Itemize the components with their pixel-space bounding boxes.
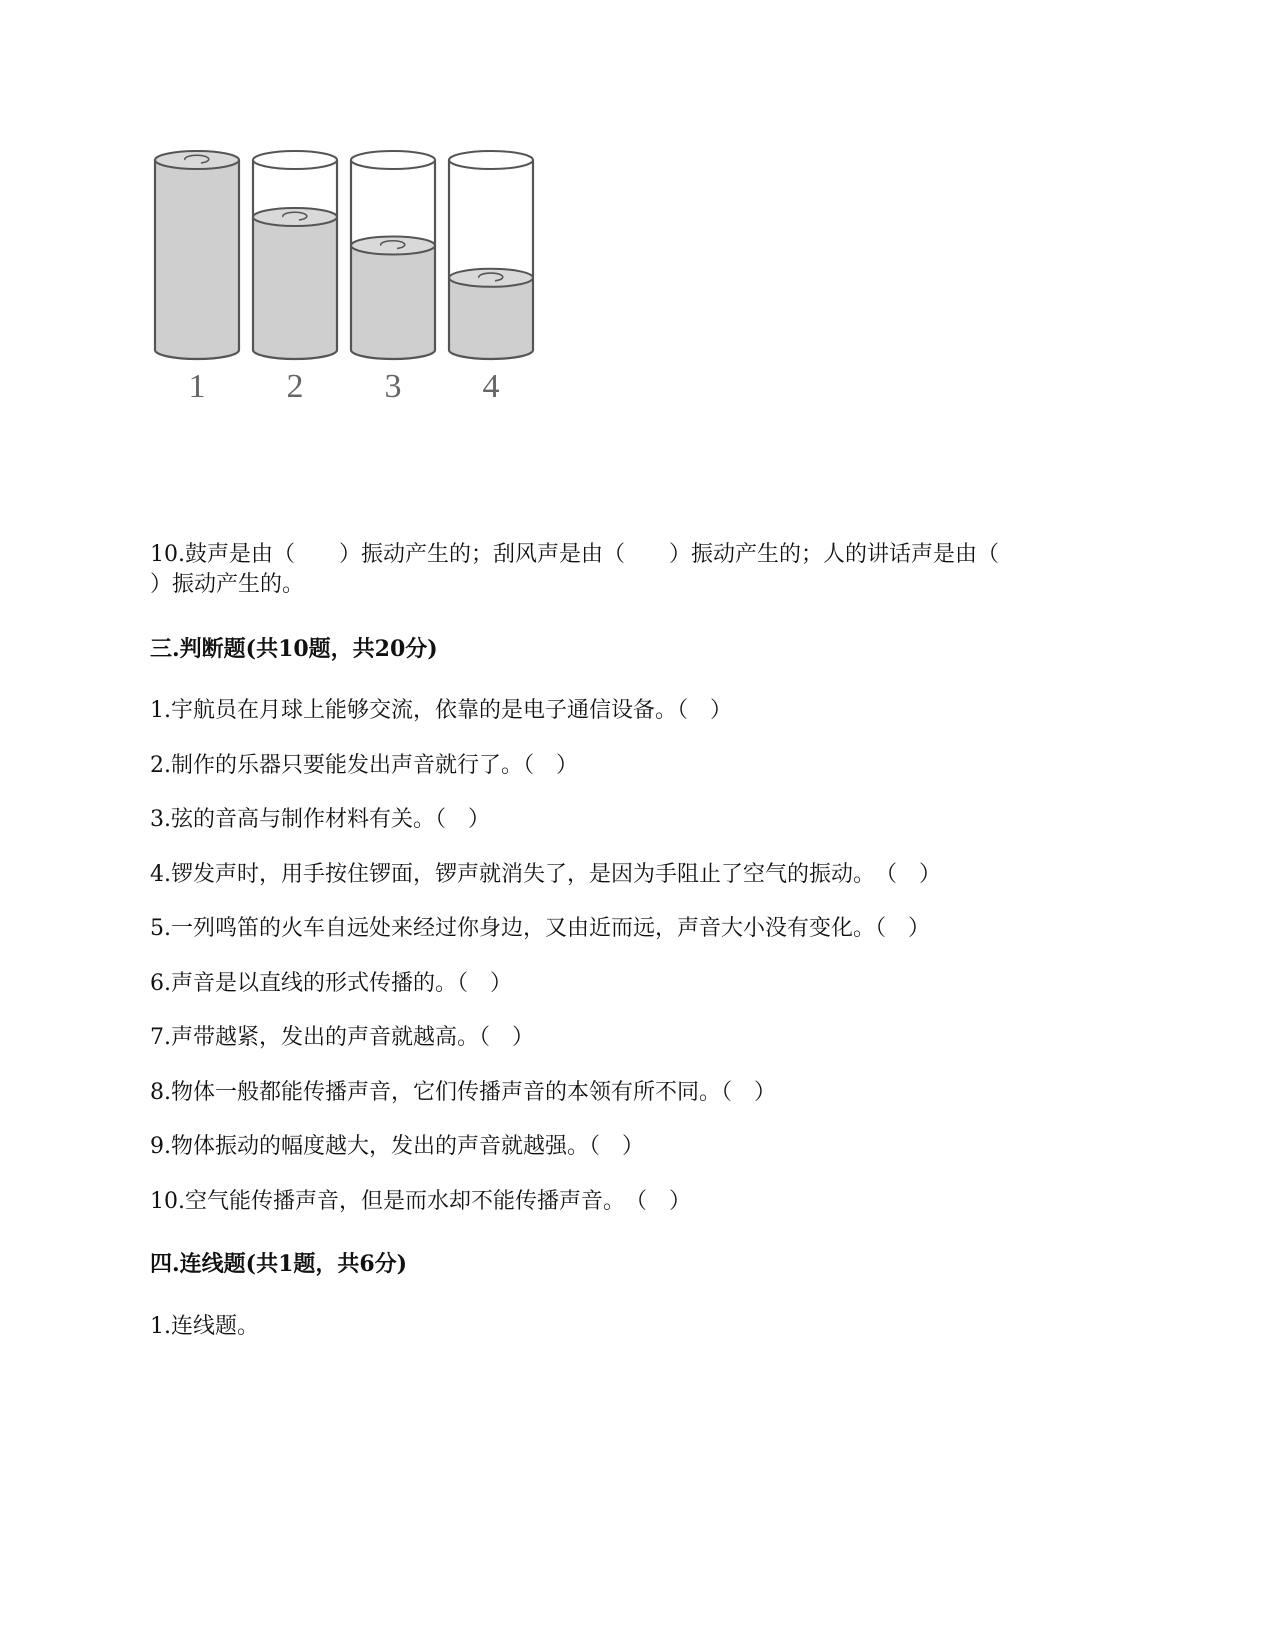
cylinder-2-water-surface bbox=[253, 208, 337, 226]
cylinder-2-label: 2 bbox=[286, 368, 304, 405]
section4-title: 四.连线题(共1题，共6分) bbox=[150, 1251, 408, 1277]
fill-question-line-2: ）振动产生的。 bbox=[150, 572, 305, 597]
judge-item-2: 2.制作的乐器只要能发出声音就行了。（ ） bbox=[150, 753, 578, 778]
judge-item-10: 10.空气能传播声音，但是而水却不能传播声音。 （ ） bbox=[150, 1189, 691, 1214]
judge-item-3: 3.弦的音高与制作材料有关。（ ） bbox=[150, 807, 490, 832]
cylinder-3-water-surface bbox=[351, 237, 435, 255]
judge-item-7: 7.声带越紧，发出的声音就越高。（ ） bbox=[150, 1025, 534, 1050]
judge-item-6: 6.声音是以直线的形式传播的。（ ） bbox=[150, 971, 512, 996]
cylinder-3-rim bbox=[351, 151, 435, 169]
cylinder-4-rim bbox=[449, 151, 533, 169]
cylinder-1-water-surface bbox=[155, 151, 239, 169]
cylinder-1-label: 1 bbox=[188, 368, 206, 405]
cylinder-3-label: 3 bbox=[384, 368, 402, 405]
cylinder-1-water bbox=[155, 160, 239, 359]
section3-title: 三.判断题(共10题，共20分) bbox=[150, 636, 438, 662]
cylinders-svg bbox=[150, 145, 550, 410]
water-cylinders-figure bbox=[150, 145, 550, 410]
cylinder-4-water-surface bbox=[449, 269, 533, 287]
cylinder-2-water bbox=[253, 217, 337, 359]
judge-item-8: 8.物体一般都能传播声音，它们传播声音的本领有所不同。（ ） bbox=[150, 1080, 776, 1105]
judge-item-4: 4.锣发声时，用手按住锣面，锣声就消失了，是因为手阻止了空气的振动。 （ ） bbox=[150, 862, 941, 887]
cylinder-4-water bbox=[449, 278, 533, 359]
cylinder-2-rim bbox=[253, 151, 337, 169]
fill-question-line-1: 10.鼓声是由（ ）振动产生的；刮风声是由（ ）振动产生的；人的讲话声是由（ bbox=[150, 542, 999, 567]
cylinder-3-water bbox=[351, 246, 435, 360]
cylinder-4-label: 4 bbox=[482, 368, 500, 405]
judge-item-9: 9.物体振动的幅度越大，发出的声音就越强。（ ） bbox=[150, 1134, 644, 1159]
match-item-1: 1.连线题。 bbox=[150, 1314, 259, 1339]
judge-item-5: 5.一列鸣笛的火车自远处来经过你身边，又由近而远，声音大小没有变化。（ ） bbox=[150, 916, 930, 941]
judge-item-1: 1.宇航员在月球上能够交流，依靠的是电子通信设备。（ ） bbox=[150, 698, 732, 723]
